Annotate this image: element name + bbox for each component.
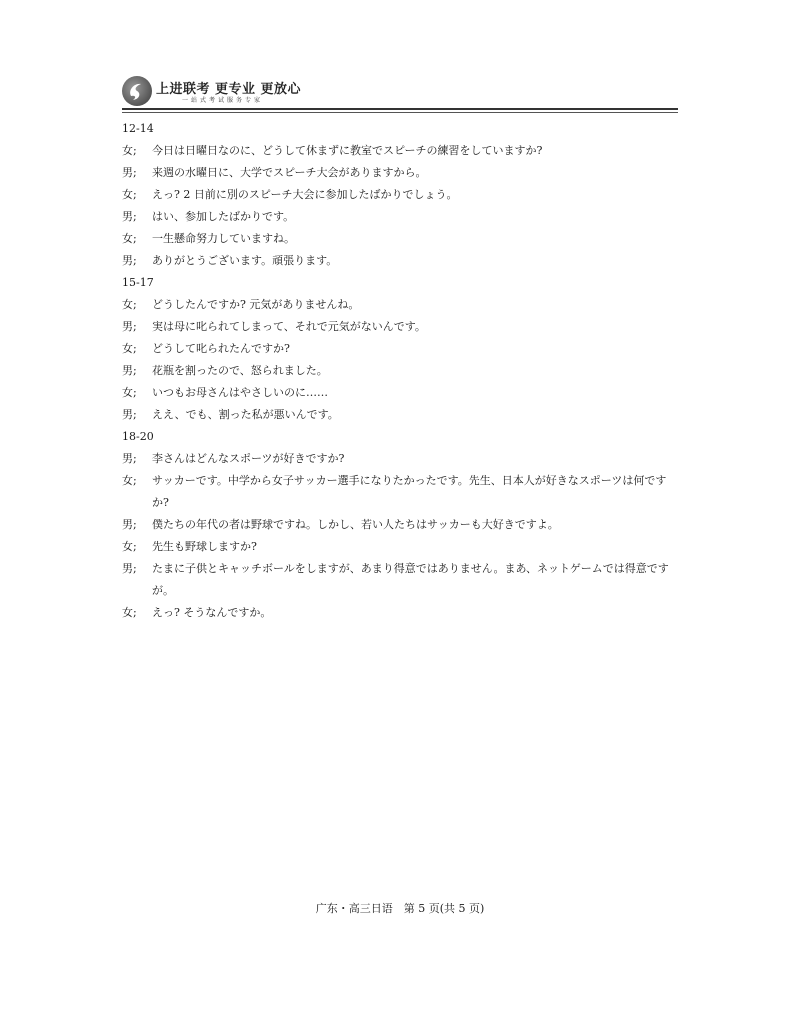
- speaker-label: 女;: [122, 232, 137, 245]
- dialogue-line: [122, 140, 682, 162]
- speaker-label: 女;: [122, 144, 137, 157]
- section-label: 12-14: [122, 122, 154, 135]
- dialogue-line: [122, 470, 682, 514]
- header-divider: [122, 108, 678, 110]
- dialogue-text: 僕たちの年代の者は野球ですね。しかし、若い人たちはサッカーも大好きですよ。: [152, 518, 559, 531]
- dialogue-line: [122, 228, 682, 250]
- speaker-label: 男;: [122, 408, 137, 421]
- dialogue-text: えっ? そうなんですか。: [152, 606, 272, 619]
- speaker-label: 男;: [122, 166, 137, 179]
- dialogue-line: [122, 294, 682, 316]
- speaker-label: 女;: [122, 606, 137, 619]
- header-divider-thin: [122, 112, 678, 113]
- dialogue-text: 李さんはどんなスポーツが好きですか?: [152, 452, 345, 465]
- dialogue-line: [122, 448, 682, 470]
- dialogue-text: えっ? 2 日前に別のスピーチ大会に参加したばかりでしょう。: [152, 188, 458, 201]
- dialogue-line: [122, 514, 682, 536]
- dialogue-line: [122, 162, 682, 184]
- dialogue-text: ありがとうございます。頑張ります。: [152, 254, 338, 267]
- dialogue-text: いつもお母さんはやさしいのに……: [152, 386, 328, 399]
- logo-icon: [122, 76, 152, 106]
- dialogue-text: どうして叱られたんですか?: [152, 342, 290, 355]
- speaker-label: 女;: [122, 474, 137, 487]
- speaker-label: 女;: [122, 342, 137, 355]
- dialogue-line: [122, 184, 682, 206]
- dialogue-text: サッカーです。中学から女子サッカー選手になりたかったです。先生、日本人が好きなスポーツは何ですか?: [152, 474, 667, 509]
- dialogue-text: 今日は日曜日なのに、どうして休まずに教室でスピーチの練習をしていますか?: [152, 144, 543, 157]
- brand-title: 上进联考 更专业 更放心: [156, 82, 302, 97]
- section-label: 18-20: [122, 430, 154, 443]
- dialogue-line: [122, 558, 682, 602]
- speaker-label: 女;: [122, 188, 137, 201]
- dialogue-text: はい、参加したばかりです。: [152, 210, 295, 223]
- dialogue-line: [122, 206, 682, 228]
- dialogue-line: [122, 382, 682, 404]
- speaker-label: 女;: [122, 386, 137, 399]
- dialogue-text: たまに子供とキャッチボールをしますが、あまり得意ではありません。まあ、ネットゲームでは得意ですが。: [152, 562, 669, 597]
- speaker-label: 男;: [122, 452, 137, 465]
- dialogue-text: 花瓶を割ったので、怒られました。: [152, 364, 328, 377]
- speaker-label: 男;: [122, 364, 137, 377]
- dialogue-text: 一生懸命努力していますね。: [152, 232, 295, 245]
- speaker-label: 男;: [122, 320, 137, 333]
- speaker-label: 女;: [122, 540, 137, 553]
- brand-subtitle: 一站式考试服务专家: [182, 97, 264, 104]
- section-label: 15-17: [122, 276, 154, 289]
- speaker-label: 男;: [122, 518, 137, 531]
- dialogue-line: [122, 316, 682, 338]
- dialogue-text: どうしたんですか? 元気がありませんね。: [152, 298, 360, 311]
- dialogue-line: [122, 338, 682, 360]
- dialogue-line: [122, 602, 682, 624]
- dialogue-line: [122, 360, 682, 382]
- dialogue-text: 先生も野球しますか?: [152, 540, 257, 553]
- speaker-label: 男;: [122, 254, 137, 267]
- speaker-label: 女;: [122, 298, 137, 311]
- dialogue-line: [122, 250, 682, 272]
- dialogue-text: ええ、でも、割った私が悪いんです。: [152, 408, 339, 421]
- dialogue-line: [122, 404, 682, 426]
- speaker-label: 男;: [122, 562, 137, 575]
- dialogue-text: 来週の水曜日に、大学でスピーチ大会がありますから。: [152, 166, 427, 179]
- speaker-label: 男;: [122, 210, 137, 223]
- dialogue-text: 実は母に叱られてしまって、それで元気がないんです。: [152, 320, 426, 333]
- dialogue-line: [122, 536, 682, 558]
- transcript: [122, 118, 682, 624]
- page-footer: 广东・高三日语 第 5 页(共 5 页): [315, 902, 485, 915]
